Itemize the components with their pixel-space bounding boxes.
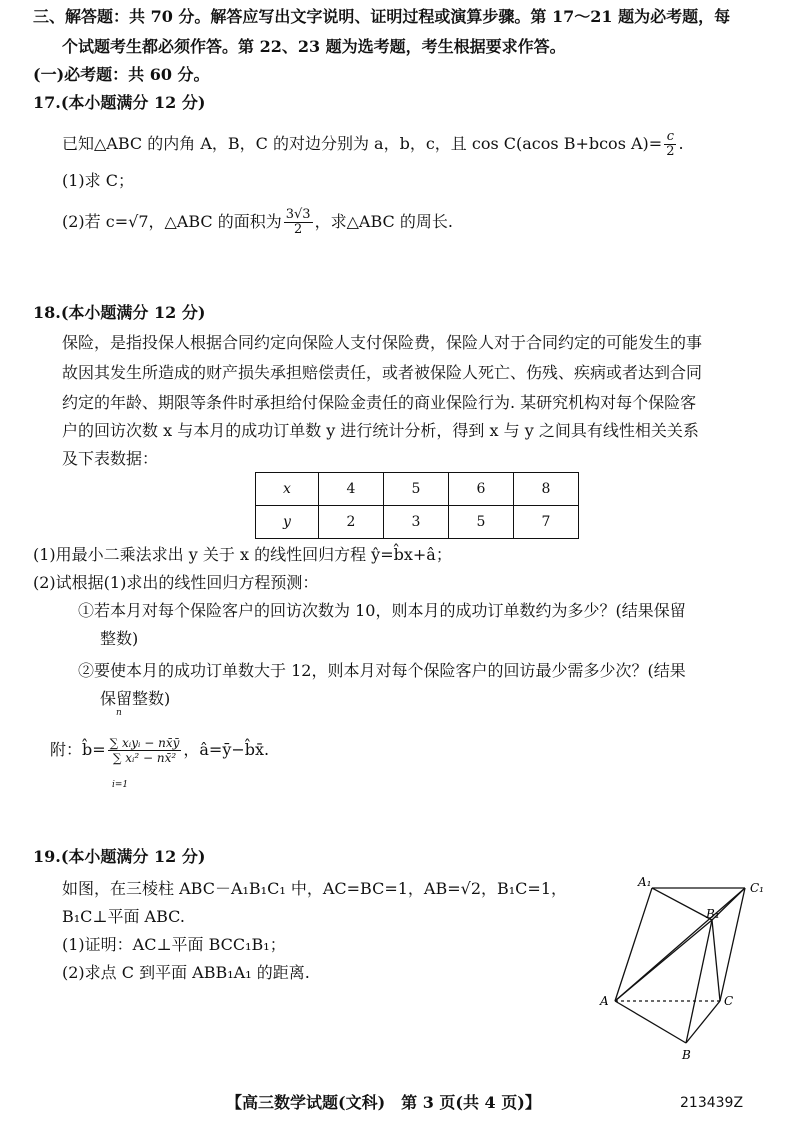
q17-part2-text: (2)若 c=√7，△ABC 的面积为 (62, 212, 282, 231)
edge-ab (615, 1001, 686, 1043)
q17-frac-numerator: c (664, 130, 676, 145)
edge-aa1 (615, 888, 652, 1001)
q19-line2: B₁C⊥平面 ABC. (62, 907, 185, 926)
q18-sum-upper: n (116, 708, 122, 718)
q18-para-line: 约定的年龄、期限等条件时承担给付保险金责任的商业保险行为. 某研究机构对每个保险客 (62, 393, 697, 412)
q18-para-line: 保险，是指投保人根据合同约定向保险人支付保险费，保险人对于合同约定的可能发生的事 (62, 333, 703, 352)
q17-stem-text: 已知△ABC 的内角 A，B，C 的对边分别为 a，b，c，且 cos C(acos B+bcos A)= (62, 134, 663, 153)
q18-formula-fraction (108, 736, 182, 765)
q17-stem (62, 130, 684, 159)
q18-part1: (1)用最小二乘法求出 y 关于 x 的线性回归方程 ŷ=b̂x+â； (33, 545, 452, 564)
q17-part2 (62, 208, 453, 237)
label-a1: A₁ (638, 875, 652, 889)
q18-sub2-line2: 保留整数) (100, 689, 171, 708)
q18-formula-denominator: ∑ xᵢ² − nx̄² (112, 751, 177, 765)
q18-sub2-line1: ②要使本月的成功订单数大于 12，则本月对每个保险客户的回访最少需多少次？(结果 (78, 661, 686, 680)
table-cell: 7 (514, 506, 579, 539)
label-b: B (682, 1048, 691, 1062)
q18-formula-numerator: ∑ xᵢyᵢ − nx̄ȳ (109, 736, 180, 750)
q18-header: 18.(本小题满分 12 分) (33, 303, 206, 322)
table-cell: 8 (514, 473, 579, 506)
q17-area-denominator: 2 (294, 222, 303, 237)
label-c: C (724, 994, 734, 1008)
q19-part1: (1)证明：AC⊥平面 BCC₁B₁； (62, 935, 286, 954)
label-c1: C₁ (750, 881, 764, 895)
edge-b1c (712, 920, 720, 1001)
q18-part2: (2)试根据(1)求出的线性回归方程预测： (33, 573, 319, 592)
q18-data-table (255, 472, 579, 539)
section-instructions-line1: 三、解答题：共 70 分。解答应写出文字说明、证明过程或演算步骤。第 17～21 题为必考题，每 (33, 7, 731, 26)
label-b1: B₁ (706, 907, 720, 921)
q18-formula-rhs: ，â=ȳ−b̂x̄. (183, 740, 270, 759)
q17-area-numerator: 3√3 (285, 207, 311, 222)
table-cell: 5 (449, 506, 514, 539)
q17-frac-denominator: 2 (666, 144, 675, 159)
table-row (256, 506, 579, 539)
table-cell: 5 (384, 473, 449, 506)
edge-ac1 (615, 888, 745, 1001)
table-row (256, 473, 579, 506)
table-cell: 2 (319, 506, 384, 539)
table-cell: y (256, 506, 319, 539)
q19-header: 19.(本小题满分 12 分) (33, 847, 206, 866)
q18-sub1-line2: 整数) (100, 629, 139, 648)
footer-title: 【高三数学试题(文科) 第 3 页(共 4 页)】 (226, 1093, 541, 1112)
edge-cc1 (720, 888, 745, 1001)
q18-para-line: 户的回访次数 x 与本月的成功订单数 y 进行统计分析，得到 x 与 y 之间具有线性相关关系 (62, 421, 699, 440)
q17-header: 17.(本小题满分 12 分) (33, 93, 206, 112)
q18-para-line: 故因其发生所造成的财产损失承担赔偿责任，或者被保险人死亡、伤残、疾病或者达到合同 (62, 363, 703, 382)
table-cell: x (256, 473, 319, 506)
q17-part2-end: ，求△ABC 的周长. (314, 212, 453, 231)
q17-stem-fraction (664, 130, 676, 159)
q19-part2: (2)求点 C 到平面 ABB₁A₁ 的距离. (62, 963, 310, 982)
q17-stem-end: . (678, 134, 684, 153)
required-section-label: (一)必考题：共 60 分。 (33, 65, 210, 84)
q18-sum-lower: i=1 (112, 780, 129, 790)
q18-formula (50, 736, 269, 765)
section-instructions-line2: 个试题考生都必须作答。第 22、23 题为选考题，考生根据要求作答。 (62, 37, 566, 56)
table-cell: 3 (384, 506, 449, 539)
q18-para-line: 及下表数据： (62, 449, 159, 468)
q18-sub1-line1: ①若本月对每个保险客户的回访次数为 10，则本月的成功订单数约为多少？(结果保留 (78, 601, 686, 620)
q18-formula-lhs: 附：b̂= (50, 740, 106, 759)
label-a: A (600, 994, 609, 1008)
q17-area-fraction (284, 208, 313, 237)
prism-figure (590, 868, 780, 1064)
q19-line1: 如图，在三棱柱 ABC－A₁B₁C₁ 中，AC=BC=1，AB=√2，B₁C=1， (62, 879, 568, 898)
table-cell: 6 (449, 473, 514, 506)
edge-a1b1 (652, 888, 712, 920)
table-cell: 4 (319, 473, 384, 506)
footer-code: 213439Z (680, 1095, 744, 1111)
q17-part1: (1)求 C； (62, 171, 134, 190)
